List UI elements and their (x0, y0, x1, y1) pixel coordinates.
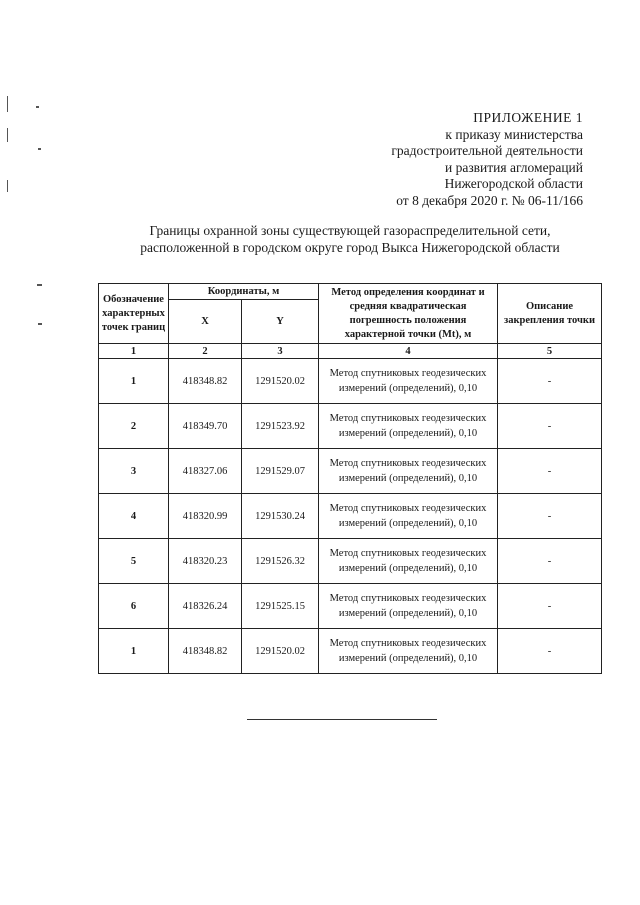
header-method: Метод определения координат и средняя квадратическая погрешность положения характерной точки (Mt), м (319, 284, 498, 344)
column-index: 1 (99, 344, 169, 359)
coordinate-x: 418348.82 (169, 629, 242, 674)
point-number: 4 (99, 494, 169, 539)
appendix-line: градостроительной деятельности (391, 143, 583, 159)
coordinate-y: 1291520.02 (242, 629, 319, 674)
appendix-block (391, 110, 583, 210)
column-index-row (99, 344, 602, 359)
coordinate-y: 1291523.92 (242, 404, 319, 449)
coordinate-y: 1291529.07 (242, 449, 319, 494)
coordinate-y: 1291526.32 (242, 539, 319, 584)
coordinate-x: 418327.06 (169, 449, 242, 494)
table-row (99, 584, 602, 629)
header-designation: Обозначение характерных точек границ (99, 284, 169, 344)
column-index: 4 (319, 344, 498, 359)
header-x: X (169, 300, 242, 344)
point-number: 6 (99, 584, 169, 629)
header-coordinates: Координаты, м (169, 284, 319, 300)
table-row (99, 359, 602, 404)
description-cell: - (498, 629, 602, 674)
closing-line (247, 719, 437, 720)
scan-mark (7, 180, 8, 192)
appendix-line: и развития агломераций (444, 159, 583, 175)
appendix-line: к приказу министерства (445, 126, 583, 142)
document-title (100, 222, 600, 256)
table-row (99, 629, 602, 674)
scan-mark (7, 128, 8, 142)
coordinate-x: 418320.23 (169, 539, 242, 584)
coordinate-x: 418326.24 (169, 584, 242, 629)
scan-mark (38, 148, 41, 150)
boundary-points-table (98, 283, 602, 674)
table-row (99, 539, 602, 584)
description-cell: - (498, 359, 602, 404)
description-cell: - (498, 404, 602, 449)
coordinate-x: 418349.70 (169, 404, 242, 449)
coordinate-y: 1291525.15 (242, 584, 319, 629)
point-number: 3 (99, 449, 169, 494)
point-number: 2 (99, 404, 169, 449)
point-number: 1 (99, 629, 169, 674)
table-row (99, 404, 602, 449)
description-cell: - (498, 539, 602, 584)
scan-mark (37, 284, 42, 286)
column-index: 2 (169, 344, 242, 359)
appendix-date: от 8 декабря 2020 г. № 06-11/166 (396, 192, 583, 208)
method-cell: Метод спутниковых геодезических измерений (определений), 0,10 (319, 629, 498, 674)
description-cell: - (498, 584, 602, 629)
table-row (99, 494, 602, 539)
header-description: Описание закрепления точки (498, 284, 602, 344)
scan-mark (38, 323, 42, 325)
method-cell: Метод спутниковых геодезических измерений (определений), 0,10 (319, 494, 498, 539)
method-cell: Метод спутниковых геодезических измерений (определений), 0,10 (319, 359, 498, 404)
coordinate-y: 1291530.24 (242, 494, 319, 539)
description-cell: - (498, 449, 602, 494)
point-number: 1 (99, 359, 169, 404)
table-row (99, 449, 602, 494)
coordinate-x: 418348.82 (169, 359, 242, 404)
description-cell: - (498, 494, 602, 539)
column-index: 5 (498, 344, 602, 359)
point-number: 5 (99, 539, 169, 584)
method-cell: Метод спутниковых геодезических измерений (определений), 0,10 (319, 584, 498, 629)
coordinate-y: 1291520.02 (242, 359, 319, 404)
method-cell: Метод спутниковых геодезических измерений (определений), 0,10 (319, 539, 498, 584)
document-title-line: Границы охранной зоны существующей газораспределительной сети, (149, 223, 551, 238)
scan-mark (7, 96, 8, 112)
scan-mark (36, 106, 39, 108)
appendix-heading: ПРИЛОЖЕНИЕ 1 (473, 110, 583, 125)
document-title-line: расположенной в городском округе город Выкса Нижегородской области (140, 240, 560, 255)
appendix-line: Нижегородской области (444, 176, 583, 192)
column-index: 3 (242, 344, 319, 359)
method-cell: Метод спутниковых геодезических измерений (определений), 0,10 (319, 404, 498, 449)
method-cell: Метод спутниковых геодезических измерений (определений), 0,10 (319, 449, 498, 494)
header-y: Y (242, 300, 319, 344)
coordinate-x: 418320.99 (169, 494, 242, 539)
